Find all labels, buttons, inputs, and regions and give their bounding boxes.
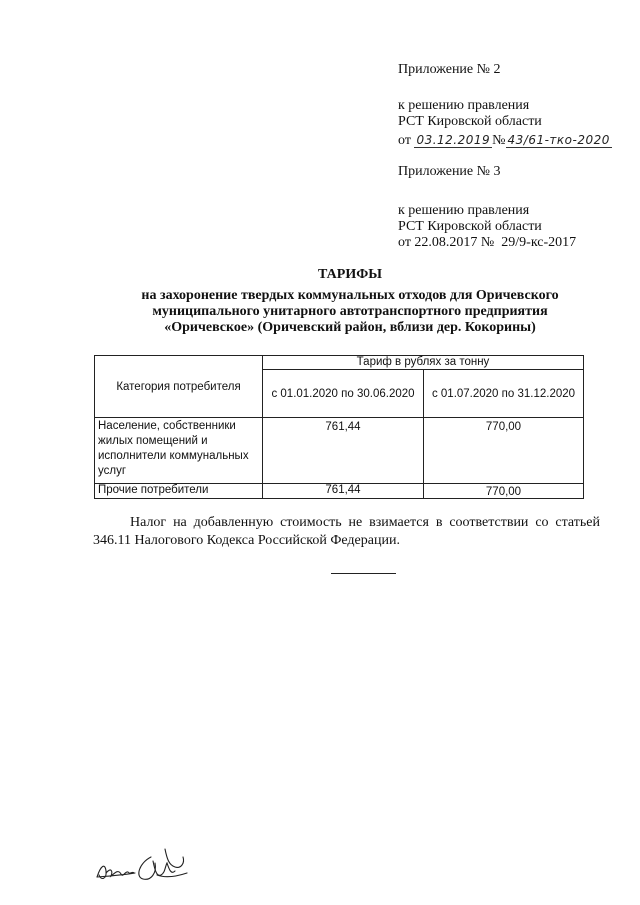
table-row [95,418,584,484]
header-period-1: с 01.01.2020 по 30.06.2020 [263,370,424,418]
appendix-2-date-line [398,132,612,149]
appendix-3-date-line: от 22.08.2017 № 29/9-кс-2017 [398,235,577,250]
from-prefix: от [398,133,411,148]
number-sign: № [492,133,506,148]
row-value-period-2: 770,00 [424,418,584,484]
handwritten-date: 03.12.2019 [416,133,491,147]
header-category: Категория потребителя [95,356,263,418]
appendix-3-decision: к решению правления [398,203,530,218]
row-category: Население, собственники жилых помещений и исполнители коммунальных услуг [95,418,263,484]
appendix-2-org: РСТ Кировской области [398,114,542,129]
appendix-2-title: Приложение № 2 [398,62,501,77]
tariff-table [94,355,584,499]
separator-line [331,573,396,574]
header-tariff: Тариф в рублях за тонну [263,356,584,370]
heading-line-3: «Оричевское» (Оричевский район, вблизи дер. Кокорины) [164,320,536,335]
row-category: Прочие потребители [95,484,263,499]
row-value-period-2: 770,00 [424,484,584,499]
row-value-period-1: 761,44 [263,418,424,484]
handwritten-number: 43/61-тко-2020 [507,133,610,147]
document-title: ТАРИФЫ [318,267,382,282]
appendix-3-title: Приложение № 3 [398,164,501,179]
header-period-2: с 01.07.2020 по 31.12.2020 [424,370,584,418]
appendix-3-org: РСТ Кировской области [398,219,542,234]
signature [95,845,190,890]
heading-line-1: на захоронение твердых коммунальных отходов для Оричевского [141,288,559,303]
table-row [95,484,584,499]
heading-line-2: муниципального унитарного автотранспортного предприятия [152,304,548,319]
row-value-period-1: 761,44 [263,484,424,499]
vat-note: Налог на добавленную стоимость не взимается в соответствии со статьей 346.11 Налогового Кодекса Российской Федерации. [93,515,600,548]
appendix-2-decision: к решению правления [398,98,530,113]
